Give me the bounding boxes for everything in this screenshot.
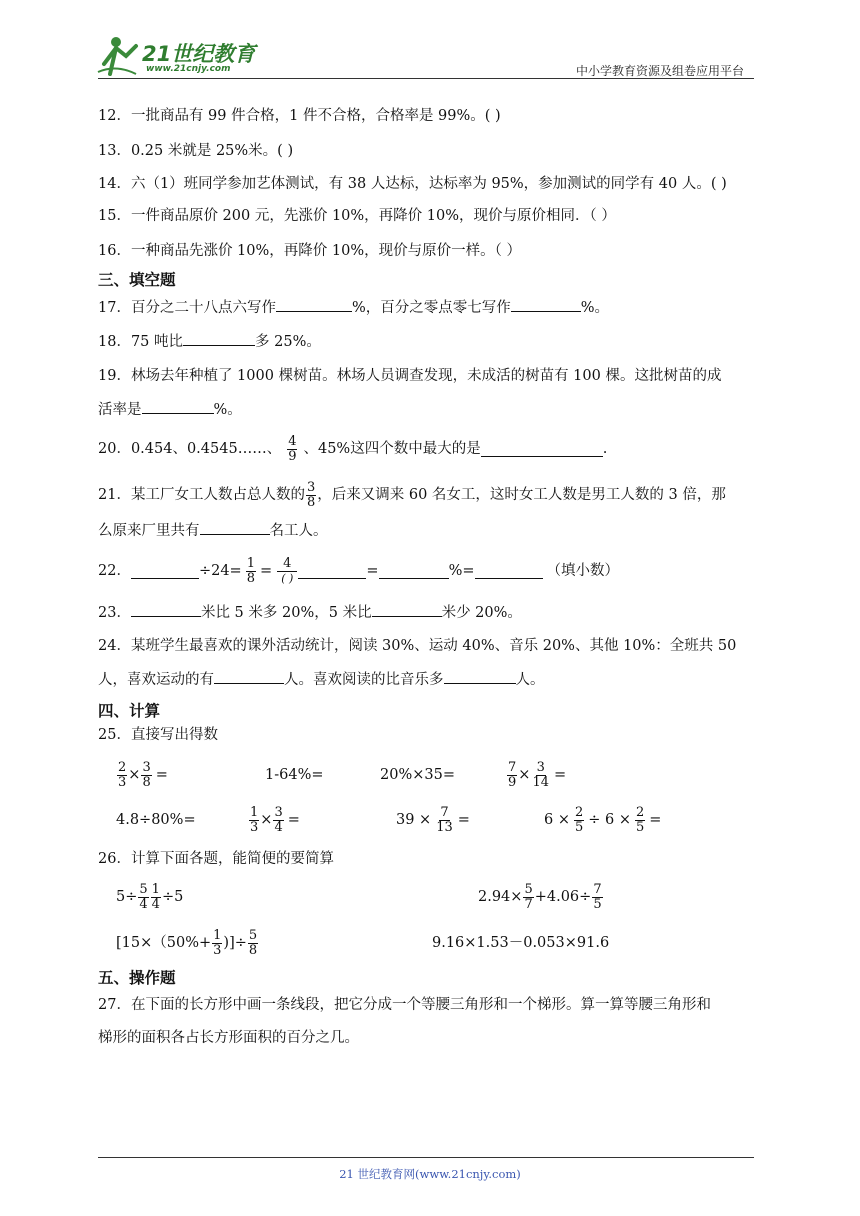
denominator: 13 [436,819,453,835]
answer-blank[interactable] [142,399,214,414]
q19-text-a: 活率是 [98,402,142,418]
fraction [635,806,645,835]
q22-text-b: ÷24= [198,563,242,579]
denominator: 7 [524,896,533,912]
denominator: 9 [508,774,517,790]
question-27-line1: 27．在下面的长方形中画一条线段，把它分成一个等腰三角形和一个梯形。算一算等腰三角形和 [98,997,711,1013]
q22-note: （填小数） [546,563,620,579]
q21-text-a: 21．某工厂女工人数占总人数的 [98,487,305,503]
question-26: 26．计算下面各题，能简便的要简算 [98,851,334,867]
numerator: 7 [508,759,517,775]
numerator: 5 [139,881,148,897]
fraction [592,883,602,912]
q18-text-a: 18．75 吨比 [98,334,184,350]
simplify-item-4: 9.16×1.53－0.053×91.6 [432,935,610,951]
numerator: 5 [248,927,258,943]
calc-item-7 [396,803,470,837]
calc-item-4 [506,758,566,792]
fraction [435,806,454,835]
expression-suffix: )]÷ [223,935,247,951]
simplify-item-3 [116,926,259,960]
question-20 [98,432,607,466]
q23-text-b: 米比 5 米多 20%，5 米比 [200,605,372,621]
answer-blank[interactable] [372,602,442,617]
denominator: 3 [213,942,222,958]
simplify-item-1 [116,880,183,914]
q17-text-c: %。 [580,300,610,316]
fraction [138,883,148,912]
numerator: 1 [250,804,259,820]
question-19-line1: 19．林场去年种植了 1000 棵树苗。林场人员调查发现，未成活的树苗有 100 棵。这批树苗的成 [98,368,722,384]
denominator: 5 [636,819,645,835]
footer-text: 21 世纪教育网(www.21cnjy.com) [339,1167,521,1181]
q21-text-b: ，后来又调来 60 名女工，这时女工人数是男工人数的 3 倍，那 [317,487,726,503]
fraction [277,557,297,586]
question-23 [98,602,522,623]
fraction [246,557,256,586]
numerator: 4 [288,433,297,449]
expression-prefix: 39 × [396,812,432,828]
numerator: 7 [440,804,449,820]
equals-sign: = [259,563,273,579]
question-16: 16．一种商品先涨价 10%，再降价 10%，现价与原价一样。（ ） [98,243,521,259]
numerator: 7 [593,881,602,897]
question-19-line2 [98,399,242,420]
section-heading-calculation: 四、计算 [98,702,161,720]
answer-blank[interactable] [379,564,449,579]
numerator: 1 [151,881,160,897]
question-24-line2 [98,669,545,690]
denominator: 3 [250,819,259,835]
fraction [306,481,316,510]
equals-sign: = [366,563,379,579]
denominator: 8 [306,494,316,510]
operator: × [128,767,141,783]
q20-text-c: . [602,441,608,457]
section-heading-operation: 五、操作题 [98,969,176,987]
fraction [117,761,127,790]
fraction [249,806,259,835]
denominator: ( ) [281,571,294,585]
denominator: 5 [574,819,584,835]
answer-blank[interactable] [444,669,516,684]
numerator: 1 [213,927,222,943]
header-rule [98,78,754,79]
expression-prefix: 6 × [544,812,570,828]
calc-item-1 [116,758,168,792]
q21-text-c: 么原来厂里共有 [98,523,200,539]
question-15: 15．一件商品原价 200 元，先涨价 10%，再降价 10%，现价与原价相同．（ ） [98,208,616,224]
logo-url: www.21cnjy.com [146,64,231,74]
numerator: 2 [636,804,645,820]
header-right-text: 中小学教育资源及组卷应用平台 [576,64,745,78]
answer-blank[interactable] [131,602,201,617]
numerator: 2 [574,804,584,820]
equals-sign: = [287,812,300,828]
q19-text-b: %。 [213,402,242,418]
numerator: 3 [306,479,316,495]
q23-text-a: 23． [98,605,131,621]
fraction [287,435,297,464]
question-13: 13．0.25 米就是 25%米。( ) [98,143,294,159]
question-25: 25．直接写出得数 [98,727,218,743]
q24-text-c: 人。 [515,672,545,688]
expression-middle: ÷ 6 × [588,812,632,828]
fraction [248,929,258,958]
q22-text-pct: %= [448,563,475,579]
fraction [273,806,283,835]
footer-rule [98,1157,754,1158]
question-14: 14．六（1）班同学参加艺体测试，有 38 人达标，达标率为 95%，参加测试的同学有 40 人。( ) [98,176,727,192]
fraction [151,883,161,912]
expression-middle: +4.06÷ [534,889,592,905]
calc-item-6 [248,803,300,837]
denominator: 5 [593,896,602,912]
logo-text: 21世纪教育 [142,42,256,66]
q17-text-b: %，百分之零点零七写作 [351,300,511,316]
question-21-line1 [98,478,726,512]
equals-sign: = [155,767,168,783]
question-18 [98,331,321,352]
expression-prefix: [15×（50%+ [116,935,212,951]
question-21-line2 [98,520,328,541]
fraction [523,883,533,912]
simplify-item-2 [478,880,604,914]
calc-item-2: 1-64%= [265,767,324,783]
answer-blank[interactable] [276,297,352,312]
fraction [574,806,584,835]
q18-text-b: 多 25%。 [255,334,321,350]
numerator: 1 [246,555,255,571]
answer-blank[interactable] [298,564,366,579]
question-22 [98,553,619,589]
question-12: 12．一批商品有 99 件合格，1 件不合格，合格率是 99%。( ) [98,108,501,124]
fraction [212,929,222,958]
numerator: 5 [524,881,533,897]
calc-item-8 [544,803,661,837]
calc-item-5: 4.8÷80%= [116,812,196,828]
expression-prefix: 5÷ [116,889,138,905]
fraction [531,761,550,790]
answer-blank[interactable] [200,520,270,535]
answer-blank[interactable] [511,297,581,312]
numerator: 4 [277,557,297,572]
q22-text-a: 22． [98,563,131,579]
numerator: 2 [118,759,127,775]
q20-text-b: 、45%这四个数中最大的是 [303,441,481,457]
denominator: 4 [151,896,160,912]
denominator: 14 [532,774,549,790]
q17-text-a: 17．百分之二十八点六写作 [98,300,276,316]
denominator: 9 [288,448,297,464]
equals-sign: = [457,812,470,828]
denominator: 8 [142,774,151,790]
calc-item-3: 20%×35= [380,767,455,783]
denominator: 4 [274,819,283,835]
question-27-line2: 梯形的面积各占长方形面积的百分之几。 [98,1030,359,1046]
q23-text-c: 米少 20%。 [441,605,522,621]
equals-sign: = [649,812,662,828]
answer-blank[interactable] [131,564,199,579]
answer-blank[interactable] [214,669,284,684]
fraction [141,761,151,790]
answer-blank[interactable] [475,564,543,579]
expression-prefix: 2.94× [478,889,523,905]
operator: × [518,767,531,783]
q20-text-a: 20．0.454、0.4545……、 [98,441,282,457]
numerator: 3 [536,759,545,775]
equals-sign: = [553,767,567,783]
expression-suffix: ÷5 [161,889,184,905]
question-17 [98,297,609,318]
fraction [507,761,517,790]
question-24-line1: 24．某班学生最喜欢的课外活动统计，阅读 30%、运动 40%、音乐 20%、其他 10%：全班共 50 [98,638,737,654]
denominator: 3 [118,774,127,790]
operator: × [260,812,273,828]
numerator: 3 [274,804,283,820]
q21-text-d: 名工人。 [269,523,328,539]
q24-text-b: 人。喜欢阅读的比音乐多 [284,672,444,688]
section-heading-fill-in: 三、填空题 [98,271,176,289]
denominator: 8 [248,942,258,958]
denominator: 4 [139,896,148,912]
denominator: 8 [246,570,255,586]
q24-text-a: 人，喜欢运动的有 [98,672,214,688]
answer-blank[interactable] [183,331,255,346]
answer-blank[interactable] [481,442,603,457]
numerator: 3 [142,759,151,775]
